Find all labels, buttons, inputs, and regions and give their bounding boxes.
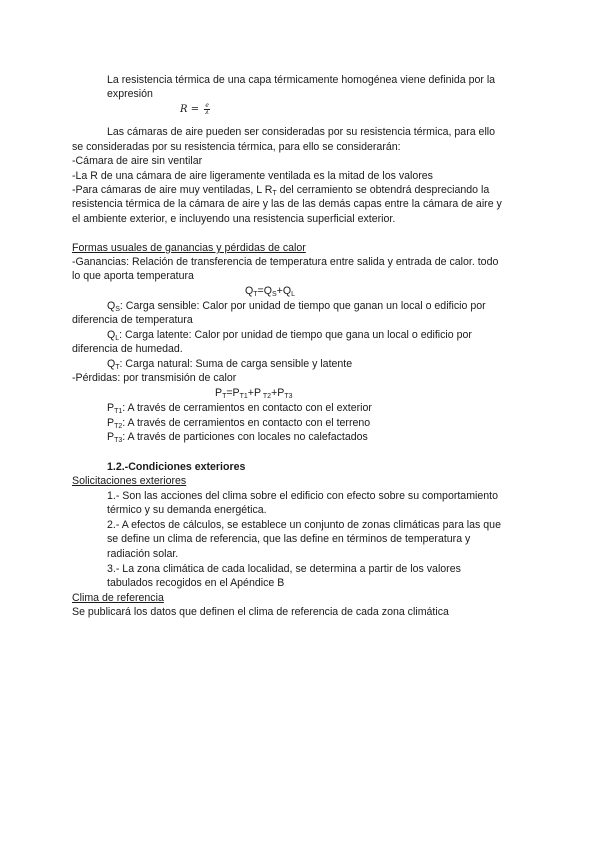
air-item-3-line-2: resistencia térmica de la cámara de aire y las de las demás capas entre la cámara de aire y xyxy=(72,198,502,210)
losses-formula: $P_T=P_{T1}+P$ $_{T2}+P_{T3}$ xyxy=(215,387,293,400)
formula-fraction xyxy=(204,103,210,116)
air-line-1: Las cámaras de aire pueden ser consideradas por su resistencia térmica, para ello xyxy=(107,126,496,138)
qs-line-1: $Q_S$: Carga sensible: Calor por unidad de tiempo que ganan un local o edificio por xyxy=(107,300,486,313)
gains-heading: Formas usuales de ganancias y pérdidas de calor xyxy=(72,242,306,254)
pt1-line: $P_{T1}$: A través de cerramientos en contacto con el exterior xyxy=(107,402,372,415)
air-item-3-line-1: -Para cámaras de aire muy ventiladas, L $R_T$ del cerramiento se obtendrá despreciando la xyxy=(72,184,490,197)
air-line-2: se consideradas por su resistencia térmica, para ello se considerarán: xyxy=(72,141,401,153)
climate-text: Se publicará los datos que definen el clima de referencia de cada zona climática xyxy=(72,606,449,618)
gains-formula: $Q_T=Q_S+Q_L$ xyxy=(245,285,295,298)
qs-line-2: diferencia de temperatura xyxy=(72,314,193,326)
formula-denominator: λ xyxy=(205,109,210,116)
ql-line-2: diferencia de humedad. xyxy=(72,343,183,355)
air-item-3-line-3: el ambiente exterior, e incluyendo una resistencia superficial exterior. xyxy=(72,213,396,225)
formula-lhs: R = xyxy=(180,104,200,115)
losses-line: -Pérdidas: por transmisión de calor xyxy=(72,372,237,384)
section-title: 1.2.-Condiciones exteriores xyxy=(107,461,246,473)
intro-line-2: expresión xyxy=(107,88,153,100)
s2-line-1: 2.- A efectos de cálculos, se establece un conjunto de zonas climáticas para las que xyxy=(107,519,501,531)
formula-numerator: e xyxy=(205,102,209,109)
s2-line-3: radiación solar. xyxy=(107,548,179,560)
gains-line-2: lo que aporta temperatura xyxy=(72,270,194,282)
s3-line-2: tabulados recogidos en el Apéndice B xyxy=(107,577,285,589)
s3-line-1: 3.- La zona climática de cada localidad, se determina a partir de los valores xyxy=(107,563,461,575)
air-item-1: -Cámara de aire sin ventilar xyxy=(72,155,203,167)
solicitations-heading: Solicitaciones exteriores xyxy=(72,475,187,487)
climate-heading: Clima de referencia xyxy=(72,592,164,604)
intro-line-1: La resistencia térmica de una capa térmicamente homogénea viene definida por la xyxy=(107,74,496,86)
ql-line-1: $Q_L$: Carga latente: Calor por unidad de tiempo que gana un local o edificio por xyxy=(107,329,472,342)
s1-line-2: térmico y su demanda energética. xyxy=(107,504,267,516)
air-item-2: -La R de una cámara de aire ligeramente ventilada es la mitad de los valores xyxy=(72,170,433,182)
s2-line-2: se define un clima de referencia, que las define en términos de temperatura y xyxy=(107,533,471,545)
pt2-line: $P_{T2}$: A través de cerramientos en contacto con el terreno xyxy=(107,417,371,430)
pt3-line: $P_{T3}$: A través de particiones con locales no calefactados xyxy=(107,431,368,444)
gains-line-1: -Ganancias: Relación de transferencia de temperatura entre salida y entrada de calor. todo xyxy=(72,256,499,268)
qt-line: $Q_T$: Carga natural: Suma de carga sensible y latente xyxy=(107,358,353,371)
resistance-formula xyxy=(180,103,210,116)
s1-line-1: 1.- Son las acciones del clima sobre el edificio con efecto sobre su comportamiento xyxy=(107,490,498,502)
